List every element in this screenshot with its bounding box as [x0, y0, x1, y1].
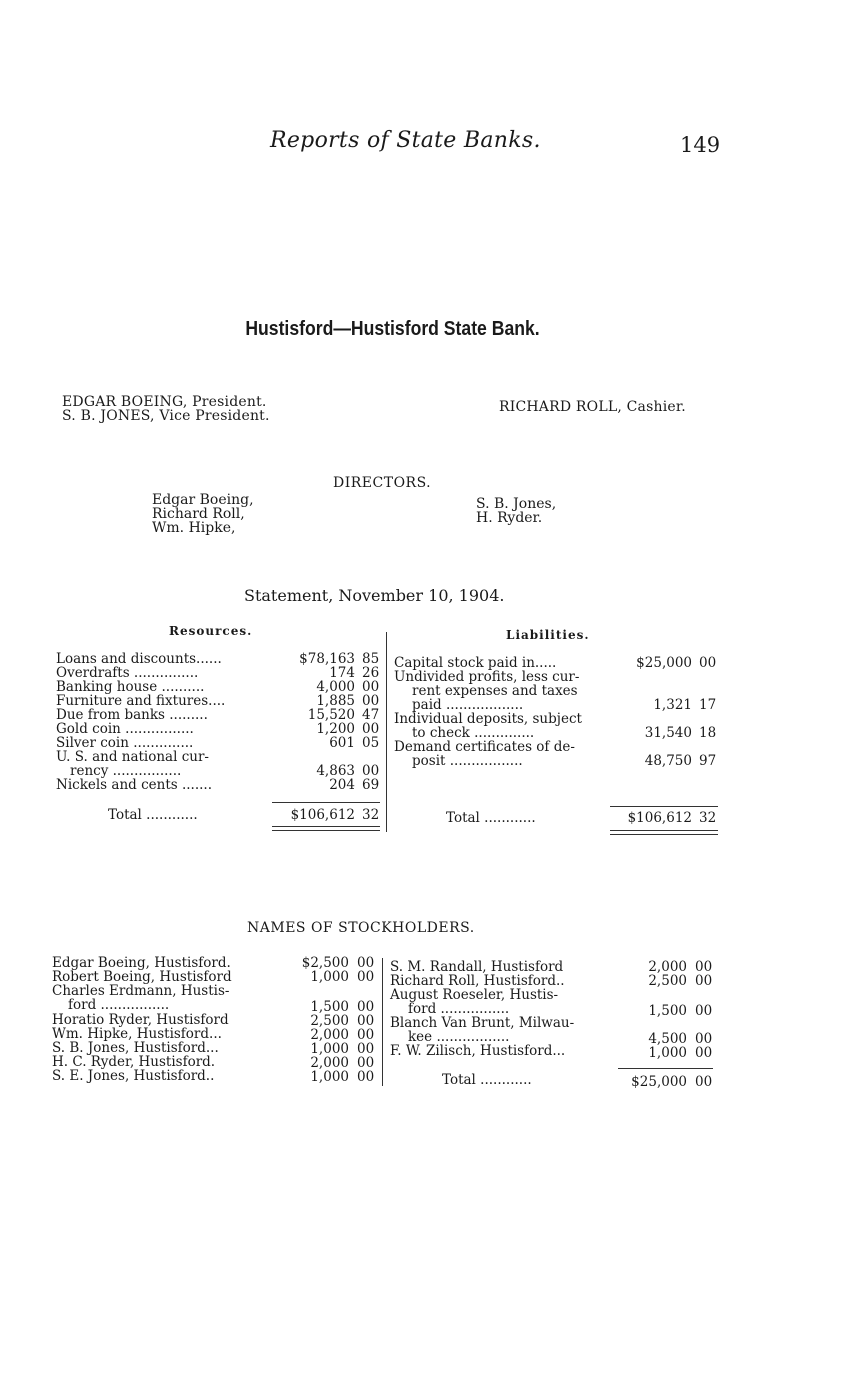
page-number: 149 — [680, 133, 721, 157]
director-name: S. B. Jones, — [476, 496, 557, 512]
stockholders-heading: NAMES OF STOCKHOLDERS. — [247, 920, 475, 936]
stockholder-dollars: 2,500 — [648, 973, 687, 989]
bank-title: Hustisford—Hustisford State Bank. — [245, 318, 540, 340]
stockholder-dollars: $2,500 — [301, 955, 349, 971]
officer-cashier: RICHARD ROLL, Cashier. — [499, 399, 686, 415]
resource-dollars: 174 — [329, 665, 355, 681]
resource-cents: 00 — [362, 679, 380, 695]
resource-dollars: 15,520 — [307, 707, 355, 723]
stockholder-cents: 00 — [357, 1027, 375, 1043]
total-rule — [618, 1068, 713, 1069]
running-title: Reports of State Banks. — [270, 128, 541, 153]
liability-label: Demand certificates of de- — [394, 739, 575, 755]
liability-cents: 17 — [699, 697, 717, 713]
liabilities-total-label: Total ............ — [446, 810, 536, 826]
stockholder-dollars: 1,000 — [310, 969, 349, 985]
liability-label: Undivided profits, less cur- — [394, 669, 580, 685]
column-divider — [386, 632, 387, 832]
director-name: H. Ryder. — [476, 510, 543, 526]
liabilities-heading: Liabilities. — [506, 628, 590, 642]
stockholder-cents: 00 — [357, 1055, 375, 1071]
resource-label: rency ................ — [70, 763, 182, 779]
resource-dollars: 204 — [329, 777, 355, 793]
liability-label: Individual deposits, subject — [394, 711, 582, 727]
resource-label: U. S. and national cur- — [56, 749, 209, 765]
stockholder-label: ford ................ — [68, 997, 170, 1013]
director-name: Richard Roll, — [152, 506, 245, 522]
total-rule — [610, 806, 718, 807]
resource-dollars: 4,000 — [316, 679, 355, 695]
resource-label: Gold coin ................ — [56, 721, 194, 737]
stockholder-dollars: 4,500 — [648, 1031, 687, 1047]
double-rule — [272, 830, 380, 831]
resource-label: Due from banks ......... — [56, 707, 208, 723]
stockholder-cents: 00 — [357, 1041, 375, 1057]
stockholder-label: S. B. Jones, Hustisford... — [52, 1040, 219, 1056]
stockholder-label: Blanch Van Brunt, Milwau- — [390, 1015, 575, 1031]
resource-cents: 69 — [362, 777, 380, 793]
resource-label: Silver coin .............. — [56, 735, 194, 751]
stockholder-label: H. C. Ryder, Hustisford. — [52, 1054, 216, 1070]
stockholder-cents: 00 — [695, 1003, 713, 1019]
resource-label: Banking house .......... — [56, 679, 205, 695]
resource-dollars: 4,863 — [316, 763, 355, 779]
stockholder-label: Richard Roll, Hustisford.. — [390, 973, 565, 989]
liability-cents: 00 — [699, 655, 717, 671]
stockholders-total-cents: 00 — [695, 1074, 713, 1090]
resource-cents: 00 — [362, 763, 380, 779]
stockholder-label: August Roeseler, Hustis- — [390, 987, 559, 1003]
resources-heading: Resources. — [169, 624, 253, 638]
stockholder-dollars: 2,500 — [310, 1013, 349, 1029]
stockholder-dollars: 1,500 — [648, 1003, 687, 1019]
stockholder-cents: 00 — [357, 955, 375, 971]
liability-dollars: 1,321 — [653, 697, 692, 713]
resource-cents: 00 — [362, 721, 380, 737]
liability-label: rent expenses and taxes — [412, 683, 578, 699]
resource-label: Loans and discounts...... — [56, 651, 222, 667]
stockholder-dollars: 1,000 — [310, 1069, 349, 1085]
stockholder-dollars: 1,500 — [310, 999, 349, 1015]
resources-total-cents: 32 — [362, 807, 380, 823]
stockholder-label: Robert Boeing, Hustisford — [52, 969, 232, 985]
liability-cents: 18 — [699, 725, 717, 741]
director-name: Edgar Boeing, — [152, 492, 254, 508]
resource-cents: 47 — [362, 707, 380, 723]
stockholder-label: Wm. Hipke, Hustisford... — [52, 1026, 222, 1042]
stockholder-cents: 00 — [357, 1069, 375, 1085]
resources-total-dollars: $106,612 — [290, 807, 355, 823]
stockholder-label: S. M. Randall, Hustisford — [390, 959, 564, 975]
resource-cents: 85 — [362, 651, 380, 667]
stockholder-dollars: 2,000 — [310, 1027, 349, 1043]
stockholder-cents: 00 — [357, 999, 375, 1015]
stockholder-dollars: 1,000 — [648, 1045, 687, 1061]
double-rule — [272, 826, 380, 827]
stockholder-cents: 00 — [695, 1045, 713, 1061]
stockholder-cents: 00 — [357, 1013, 375, 1029]
stockholder-cents: 00 — [695, 959, 713, 975]
resource-dollars: 1,885 — [316, 693, 355, 709]
resource-cents: 26 — [362, 665, 380, 681]
stockholder-cents: 00 — [695, 973, 713, 989]
stockholder-dollars: 2,000 — [310, 1055, 349, 1071]
stockholder-label: Horatio Ryder, Hustisford — [52, 1012, 229, 1028]
resource-dollars: 1,200 — [316, 721, 355, 737]
liability-dollars: $25,000 — [636, 655, 692, 671]
stockholder-dollars: 2,000 — [648, 959, 687, 975]
stockholder-label: F. W. Zilisch, Hustisford... — [390, 1043, 566, 1059]
liability-label: to check .............. — [412, 725, 535, 741]
stockholder-cents: 00 — [695, 1031, 713, 1047]
stockholders-total-dollars: $25,000 — [631, 1074, 687, 1090]
resource-label: Furniture and fixtures.... — [56, 693, 226, 709]
resource-dollars: 601 — [329, 735, 355, 751]
resource-dollars: $78,163 — [299, 651, 355, 667]
liability-dollars: 31,540 — [644, 725, 692, 741]
double-rule — [610, 830, 718, 831]
resource-cents: 05 — [362, 735, 380, 751]
stockholder-label: ford ................ — [408, 1001, 510, 1017]
stockholder-label: kee ................. — [408, 1029, 510, 1045]
liability-label: paid .................. — [412, 697, 524, 713]
liability-dollars: 48,750 — [644, 753, 692, 769]
stockholders-total-label: Total ............ — [442, 1072, 532, 1088]
liabilities-total-cents: 32 — [699, 810, 717, 826]
stockholder-cents: 00 — [357, 969, 375, 985]
liability-label: posit ................. — [412, 753, 523, 769]
total-rule — [272, 802, 380, 803]
director-name: Wm. Hipke, — [152, 520, 236, 536]
column-divider — [382, 958, 383, 1086]
stockholder-label: Charles Erdmann, Hustis- — [52, 983, 230, 999]
double-rule — [610, 834, 718, 835]
liability-label: Capital stock paid in..... — [394, 655, 557, 671]
resource-label: Nickels and cents ....... — [56, 777, 213, 793]
directors-heading: DIRECTORS. — [333, 475, 432, 491]
stockholder-label: Edgar Boeing, Hustisford. — [52, 955, 231, 971]
resources-total-label: Total ............ — [108, 807, 198, 823]
officer-vice-president: S. B. JONES, Vice President. — [62, 408, 270, 424]
stockholder-dollars: 1,000 — [310, 1041, 349, 1057]
liability-cents: 97 — [699, 753, 717, 769]
resource-label: Overdrafts ............... — [56, 665, 199, 681]
statement-heading: Statement, November 10, 1904. — [244, 586, 505, 605]
resource-cents: 00 — [362, 693, 380, 709]
stockholder-label: S. E. Jones, Hustisford.. — [52, 1068, 215, 1084]
liabilities-total-dollars: $106,612 — [627, 810, 692, 826]
officer-president: EDGAR BOEING, President. — [62, 394, 267, 410]
